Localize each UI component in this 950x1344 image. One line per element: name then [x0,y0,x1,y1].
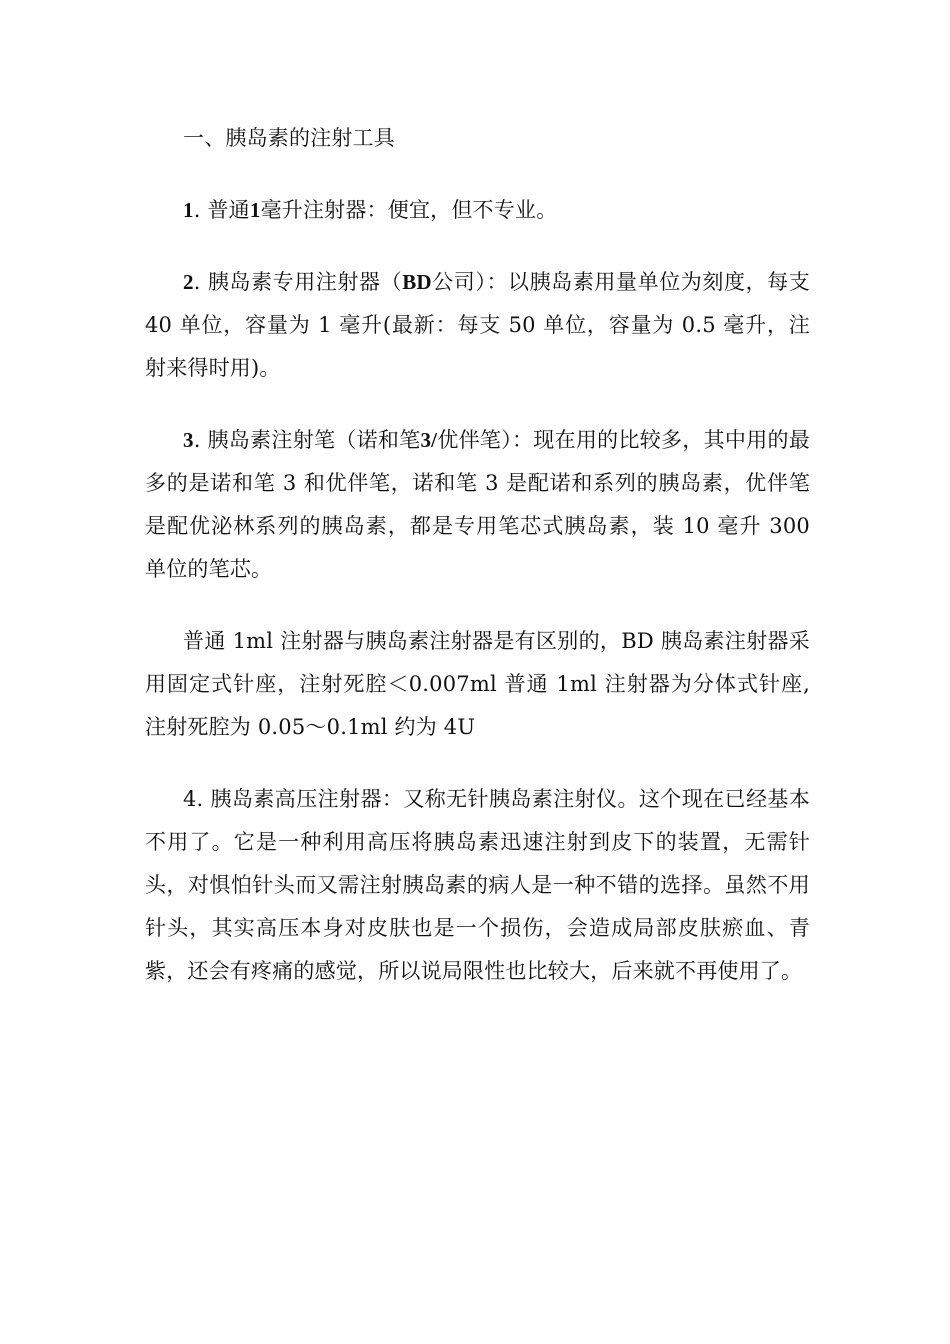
document-page [145,117,810,993]
item-4: 4. 胰岛素高压注射器：又称无针胰岛素注射仪。这个现在已经基本不用了。它是一种利用高压将胰岛素迅速注射到皮下的装置，无需针头，对惧怕针头而又需注射胰岛素的病人是一种不错的选择。虽然不用针头，其实高压本身对皮肤也是一个损伤，会造成局部皮肤瘀血、青紫，还会有疼痛的感觉，所以说局限性也比较大，后来就不再使用了。 [145,787,810,983]
syringe-note: 普通 1ml 注射器与胰岛素注射器是有区别的，BD 胰岛素注射器采用固定式针座，注射死腔＜0.007ml 普通 1ml 注射器为分体式针座,注射死腔为 0.05～0.1ml 约为 4U [145,629,810,739]
section-heading: 一、胰岛素的注射工具 [183,126,395,150]
item-1: 1. 普通1毫升注射器：便宜，但不专业。 [183,198,558,222]
item-1-number: 1 [183,198,194,222]
item-3: 3. 胰岛素注射笔（诺和笔3/优伴笔）：现在用的比较多，其中用的最多的是诺和笔 3 和优伴笔，诺和笔 3 是配诺和系列的胰岛素，优伴笔是配优泌林系列的胰岛素，都是专用笔芯式胰岛素，装 10 毫升 300 单位的笔芯。 [145,428,811,581]
item-2: 2. 胰岛素专用注射器（BD公司）：以胰岛素用量单位为刻度，每支 40 单位，容量为 1 毫升(最新：每支 50 单位，容量为 0.5 毫升，注射来得时用)。 [145,270,810,380]
item-3-number: 3 [183,428,194,452]
item-2-number: 2 [183,270,194,294]
